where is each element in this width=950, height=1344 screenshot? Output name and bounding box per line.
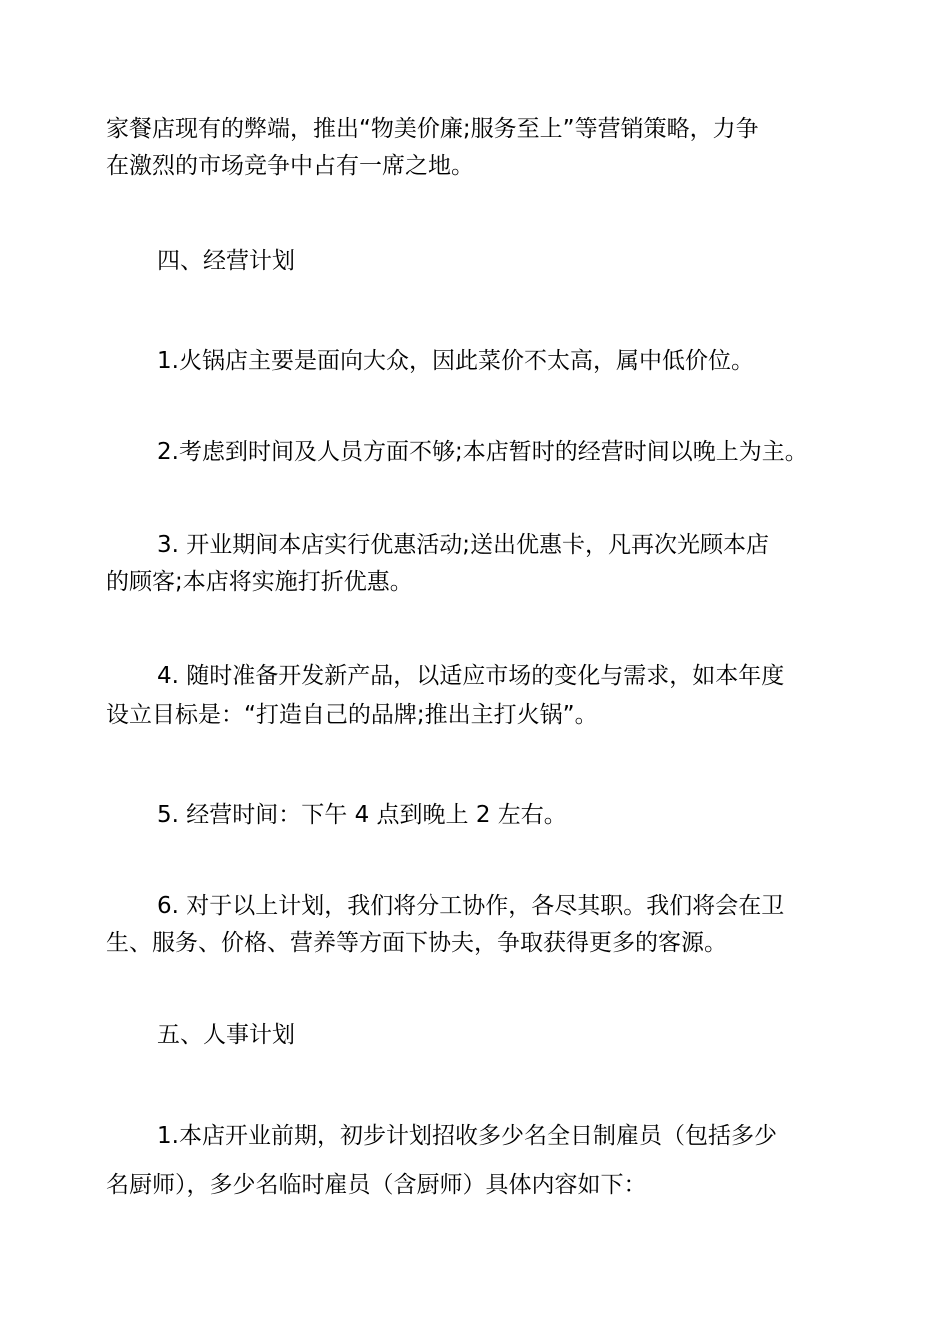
plan-item-6-line-2: 生、服务、价格、营养等方面下协夫，争取获得更多的客源。 xyxy=(106,930,727,956)
plan-item-5: 5. 经营时间：下午 4 点到晚上 2 左右。 xyxy=(157,802,567,828)
plan-item-1: 1.火锅店主要是面向大众，因此菜价不太高，属中低价位。 xyxy=(157,348,754,374)
intro-line-2: 在激烈的市场竞争中占有一席之地。 xyxy=(106,153,474,179)
plan-item-4-line-1: 4. 随时准备开发新产品，以适应市场的变化与需求，如本年度 xyxy=(157,663,785,689)
plan-item-6-line-1: 6. 对于以上计划，我们将分工协作，各尽其职。我们将会在卫 xyxy=(157,893,785,919)
intro-line-1: 家餐店现有的弊端，推出“物美价廉;服务至上”等营销策略，力争 xyxy=(106,116,759,142)
section-4-heading: 四、经营计划 xyxy=(157,248,295,274)
hr-item-1-line-2: 名厨师），多少名临时雇员（含厨师）具体内容如下： xyxy=(106,1172,647,1198)
plan-item-3-line-2: 的顾客;本店将实施打折优惠。 xyxy=(106,569,413,595)
plan-item-2: 2.考虑到时间及人员方面不够;本店暂时的经营时间以晚上为主。 xyxy=(157,439,808,465)
hr-item-1-line-1: 1.本店开业前期，初步计划招收多少名全日制雇员（包括多少 xyxy=(157,1123,777,1149)
section-5-heading: 五、人事计划 xyxy=(157,1022,295,1048)
plan-item-3-line-1: 3. 开业期间本店实行优惠活动;送出优惠卡，凡再次光顾本店 xyxy=(157,532,770,558)
plan-item-4-line-2: 设立目标是：“打造自己的品牌;推出主打火锅”。 xyxy=(106,702,598,728)
